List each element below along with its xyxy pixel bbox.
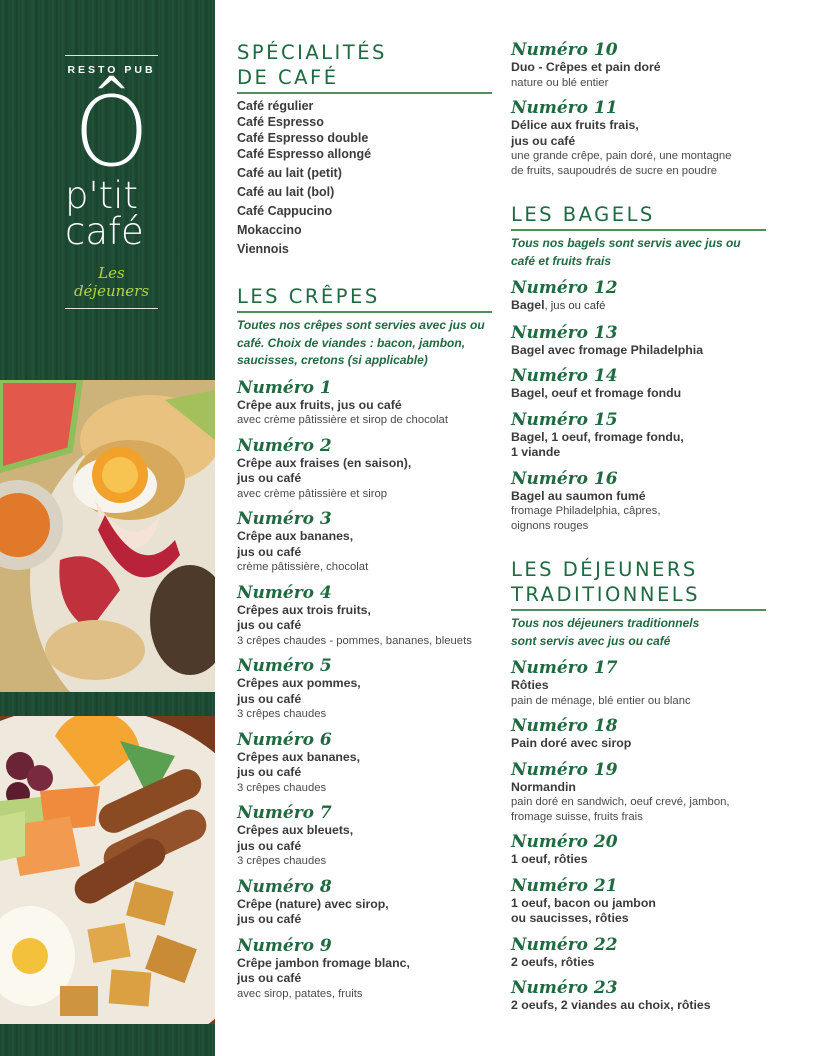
item-description: fromage Philadelphia, câpres, oignons rouges xyxy=(511,505,661,532)
item-title: Bagel, 1 oeuf, fromage fondu, 1 viande xyxy=(511,429,684,459)
sidebar xyxy=(0,0,215,1056)
section-rule xyxy=(237,92,492,94)
item-description: 3 crêpes chaudes xyxy=(237,781,327,794)
cafe-item: Café régulier xyxy=(237,99,314,113)
menu-item xyxy=(237,656,492,722)
item-title: 1 oeuf, rôties xyxy=(511,852,588,866)
item-number: Numéro 3 xyxy=(237,509,332,529)
item-title: Crêpe aux bananes, jus ou café xyxy=(237,529,354,559)
item-title: Crêpes aux pommes, jus ou café xyxy=(237,676,361,706)
item-number: Numéro 19 xyxy=(511,759,618,780)
item-title: 1 oeuf, bacon ou jambon ou saucisses, rôties xyxy=(511,895,656,925)
menu-item xyxy=(511,40,766,90)
item-title: Bagel au saumon fumé xyxy=(511,488,646,503)
menu-item xyxy=(511,978,766,1014)
item-number: Numéro 6 xyxy=(237,729,332,750)
logo-resto-pub: RESTO PUB xyxy=(67,64,156,76)
menu-item xyxy=(511,410,766,461)
item-number: Numéro 5 xyxy=(237,656,332,676)
logo-bottom-rule xyxy=(65,308,158,309)
item-number: Numéro 16 xyxy=(511,468,618,489)
item-title: Bagel, oeuf et fromage fondu xyxy=(511,386,682,400)
logo-name-line1: p'tit xyxy=(65,174,138,217)
item-description: 3 crêpes chaudes xyxy=(237,855,327,867)
item-title: Crêpe aux fruits, jus ou café xyxy=(237,397,402,412)
cafe-item: Café au lait (bol) xyxy=(237,185,335,199)
menu-item xyxy=(237,509,492,575)
section-title: DE CAFÉ xyxy=(237,66,339,89)
logo-subtitle: Les déjeuners xyxy=(73,264,150,300)
item-title: Crêpes aux trois fruits, jus ou café xyxy=(237,602,371,632)
item-title: Crêpes aux bananes, jus ou café xyxy=(237,749,361,779)
item-number: Numéro 21 xyxy=(511,875,618,896)
item-number: Numéro 15 xyxy=(511,409,618,430)
item-title: Crêpe aux fraises (en saison), jus ou café xyxy=(237,455,412,485)
item-number: Numéro 20 xyxy=(511,832,618,852)
menu-item xyxy=(237,936,492,1002)
menu-item xyxy=(511,469,766,534)
item-number: Numéro 7 xyxy=(237,803,332,823)
item-number: Numéro 18 xyxy=(511,716,618,736)
item-number: Numéro 12 xyxy=(511,278,618,298)
section-intro: Toutes nos crêpes sont servies avec jus ou café. Choix de viandes : bacon, jambon, saucisses, cretons (si applicable) xyxy=(237,318,485,367)
section-bagels xyxy=(511,202,766,533)
item-title-bold: Bagel xyxy=(511,298,545,312)
breakfast-photo xyxy=(0,716,215,1024)
item-number: Numéro 13 xyxy=(511,322,618,343)
logo-letter: Ô xyxy=(73,76,150,188)
menu-item xyxy=(237,436,492,502)
item-title: 2 oeufs, 2 viandes au choix, rôties xyxy=(511,998,711,1012)
item-description: 3 crêpes chaudes - pommes, bananes, bleuets xyxy=(237,634,472,647)
cafe-item: Café au lait (petit) xyxy=(237,166,342,180)
section-intro: Tous nos déjeuners traditionnels sont servis avec jus ou café xyxy=(511,616,700,648)
item-number: Numéro 17 xyxy=(511,658,618,678)
item-title: Délice aux fruits frais, jus ou café xyxy=(511,118,639,148)
section-title: LES BAGELS xyxy=(511,203,655,226)
section-title: TRADITIONNELS xyxy=(511,583,701,606)
item-number: Numéro 23 xyxy=(511,978,618,998)
item-description: pain doré en sandwich, oeuf crevé, jambon, fromage suisse, fruits frais xyxy=(511,796,730,823)
item-number: Numéro 10 xyxy=(511,40,618,60)
item-title xyxy=(511,298,766,315)
crepe-photo-illustration xyxy=(0,380,215,692)
wood-texture-bottom xyxy=(0,1024,215,1056)
cafe-item: Viennois xyxy=(237,242,289,256)
item-title: Bagel avec fromage Philadelphia xyxy=(511,342,704,357)
section-traditionnels xyxy=(511,557,766,1014)
menu-item xyxy=(511,760,766,825)
item-description: avec crème pâtissière et sirop xyxy=(237,487,388,500)
item-title: Normandin xyxy=(511,779,576,794)
item-title: Pain doré avec sirop xyxy=(511,736,632,750)
item-title: Crêpe (nature) avec sirop, jus ou café xyxy=(237,896,389,926)
logo xyxy=(65,55,158,309)
item-description: crème pâtissière, chocolat xyxy=(237,561,369,573)
item-number: Numéro 9 xyxy=(237,935,332,956)
item-number: Numéro 2 xyxy=(237,435,332,456)
menu-item xyxy=(237,877,492,928)
item-number: Numéro 11 xyxy=(511,98,618,118)
menu-item xyxy=(511,366,766,402)
menu-item xyxy=(237,803,492,869)
section-rule xyxy=(511,609,766,611)
item-title-rest: , jus ou café xyxy=(544,300,606,312)
wood-texture-middle xyxy=(0,692,215,716)
cafe-item: Café Cappucino xyxy=(237,204,333,218)
cafe-list xyxy=(237,98,492,257)
item-title: Duo - Crêpes et pain doré xyxy=(511,60,661,74)
item-description: 3 crêpes chaudes xyxy=(237,708,327,720)
breakfast-photo-illustration xyxy=(0,716,215,1024)
item-title: Rôties xyxy=(511,678,549,692)
logo-name-line2: café xyxy=(65,210,144,253)
logo-top-rule xyxy=(65,55,158,56)
crepe-photo xyxy=(0,380,215,692)
item-title: Crêpe jambon fromage blanc, jus ou café xyxy=(237,955,410,985)
item-description: une grande crêpe, pain doré, une montagne de fruits, saupoudrés de sucre en poudre xyxy=(511,150,732,177)
menu-item xyxy=(237,583,492,649)
cafe-item: Café Espresso allongé xyxy=(237,147,372,161)
item-number: Numéro 4 xyxy=(237,582,332,603)
menu-item xyxy=(511,935,766,971)
section-rule xyxy=(511,229,766,231)
item-description: nature ou blé entier xyxy=(511,76,609,89)
menu-item xyxy=(511,716,766,752)
menu-item xyxy=(511,323,766,359)
menu-column-left xyxy=(237,40,492,1001)
item-number: Numéro 22 xyxy=(511,934,618,955)
section-title: SPÉCIALITÉS xyxy=(237,41,387,64)
cafe-item: Café Espresso double xyxy=(237,131,369,145)
item-number: Numéro 8 xyxy=(237,876,332,897)
section-intro: Tous nos bagels sont servis avec jus ou café et fruits frais xyxy=(511,236,741,268)
menu-item xyxy=(237,730,492,796)
section-crepes xyxy=(237,284,492,1001)
item-title: Crêpes aux bleuets, jus ou café xyxy=(237,823,354,853)
menu-item xyxy=(511,832,766,868)
section-title: LES CRÊPES xyxy=(237,285,380,308)
menu-column-right xyxy=(511,40,766,1014)
section-rule xyxy=(237,311,492,313)
menu-item xyxy=(237,378,492,428)
section-title: LES DÉJEUNERS xyxy=(511,558,698,581)
menu-item xyxy=(511,876,766,927)
cafe-item: Café Espresso xyxy=(237,115,324,129)
item-title: 2 oeufs, rôties xyxy=(511,954,595,969)
item-number: Numéro 1 xyxy=(237,377,332,398)
item-description: pain de ménage, blé entier ou blanc xyxy=(511,694,691,707)
cafe-item: Mokaccino xyxy=(237,223,302,237)
item-number: Numéro 14 xyxy=(511,366,618,386)
menu-item xyxy=(511,658,766,708)
section-cafe xyxy=(237,40,492,257)
menu-item xyxy=(511,98,766,178)
menu-item xyxy=(511,278,766,315)
item-description: avec crème pâtissière et sirop de chocolat xyxy=(237,414,448,426)
item-description: avec sirop, patates, fruits xyxy=(237,987,363,1000)
